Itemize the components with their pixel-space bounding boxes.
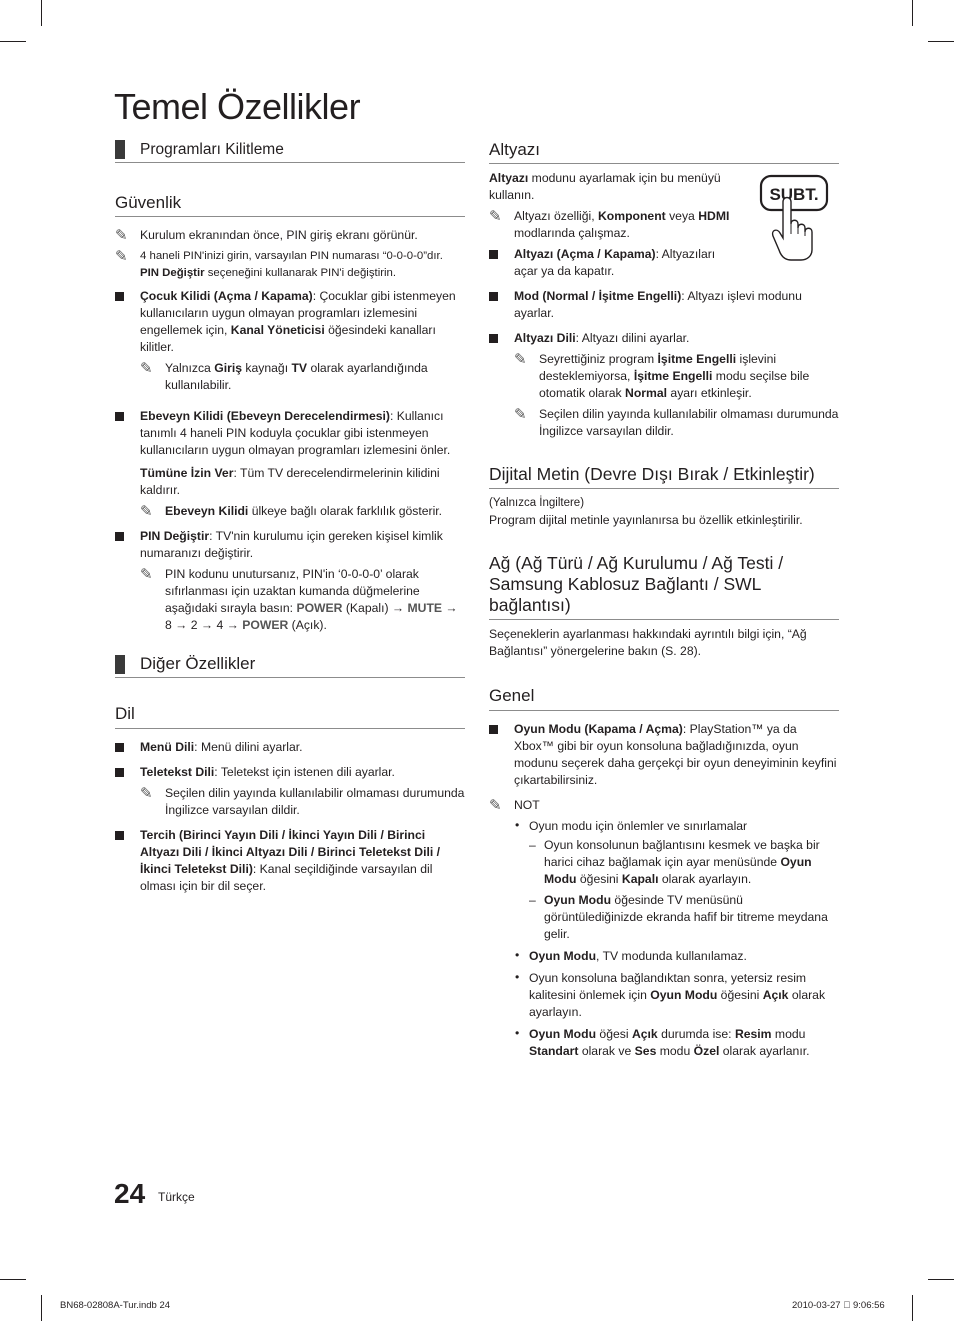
note-text: olarak ayarlandığında kullanılabilir.: [165, 361, 428, 393]
pencil-note-icon: ✎: [140, 503, 153, 521]
note-bold: İşitme Engelli: [633, 369, 713, 384]
item-term: Tercih (Birinci Yayın Dili / İkinci Yayın Dili / Birinci Altyazı Dili / İkinci Altyazı Dili / Birinci Teletekst Dili / İkinci Teletekst Dili): [140, 827, 441, 876]
note-text: 4 haneli PIN'inizi girin, varsayılan PIN numarası “0-0-0-0”dır.: [140, 250, 443, 263]
paragraph: Seçeneklerin ayarlanması hakkındaki ayrıntılı bilgi için, “Ağ Bağlantısı” yönergelerine bakın (S. 28).: [489, 627, 807, 659]
item-text: : Altyazı dilini ayarlar.: [575, 331, 690, 346]
square-bullet-icon: [115, 768, 124, 777]
square-bullet-icon: [489, 250, 498, 259]
note-text: (Kapalı) →: [342, 601, 408, 616]
note: [489, 208, 739, 242]
item-term: PIN Değiştir: [140, 529, 210, 544]
subheading-ag: Ağ (Ağ Türü / Ağ Kurulumu / Ağ Testi / Samsung Kablosuz Bağlantı / SWL bağlantısı): [489, 553, 839, 620]
sub-note-wrap: [115, 503, 465, 520]
item-bold: Standart: [529, 1043, 579, 1058]
item-text: : Teletekst için istenen dili ayarlar.: [214, 764, 395, 779]
pencil-note-icon: ✎: [140, 360, 153, 378]
note: [514, 406, 839, 440]
item-bold: Oyun Modu: [650, 987, 718, 1002]
note-bold: Giriş: [214, 361, 243, 376]
dot-list: [489, 818, 839, 1060]
list-item: • Oyun modu için önlemler ve sınırlamalar: [515, 817, 748, 833]
page-title: Temel Özellikler: [114, 86, 361, 127]
item-text: : Menü dilini ayarlar.: [194, 739, 303, 754]
note-text: ayarı etkinleşir.: [667, 386, 752, 401]
note-bold: Normal: [625, 386, 668, 401]
item-bold: Oyun Modu: [544, 854, 812, 886]
item-term: Çocuk Kilidi (Açma / Kapama): [140, 289, 313, 304]
item-text: öğesini: [717, 987, 763, 1002]
note-text: NOT: [514, 797, 540, 812]
pencil-note-icon: ✎: [140, 566, 153, 584]
pencil-note-icon: ✎: [514, 406, 527, 424]
item-bold: Kapalı: [621, 871, 659, 886]
section-title: Programları Kilitleme: [140, 140, 284, 158]
note: [140, 785, 465, 819]
left-column: [115, 140, 465, 895]
item-term: Mod (Normal / İşitme Engelli): [514, 289, 682, 304]
list-item: • Oyun konsoluna bağlandıktan sonra, yetersiz resim kalitesini önlemek için Oyun Modu öğesini Açık olarak ayarlayın.: [515, 969, 826, 1019]
item-bold: Kanal Yöneticisi: [230, 323, 325, 338]
item-text: olarak ve: [578, 1043, 635, 1058]
note-text: modlarında çalışmaz.: [514, 226, 630, 241]
note-bold: Komponent: [598, 209, 666, 224]
note: [115, 227, 465, 244]
crop-mark: [912, 1295, 913, 1321]
note-text: işlevini desteklemiyorsa,: [539, 352, 777, 384]
section-marker: [115, 140, 125, 159]
item-term: Teletekst Dili: [140, 764, 215, 779]
note-text: Yalnızca: [165, 361, 215, 376]
item-text: : Altyazı işlevi modunu ayarlar.: [514, 289, 802, 321]
list-item: [115, 288, 465, 356]
crop-mark: [928, 41, 954, 42]
note: [140, 566, 465, 634]
subheading-dil: Dil: [115, 704, 465, 728]
note-text: Kurulum ekranından önce, PIN giriş ekranı görünür.: [140, 228, 418, 243]
item-text: olarak ayarlayın.: [658, 871, 752, 886]
item-bold: Oyun Modu: [529, 1026, 597, 1041]
note-text: (Açık).: [288, 618, 327, 633]
item-text: modu: [656, 1043, 694, 1058]
paragraph: [489, 170, 739, 204]
dash-list: [514, 837, 839, 943]
pencil-note-icon: ✎: [489, 796, 502, 814]
paragraph: Program dijital metinle yayınlanırsa bu özellik etkinleştirilir.: [489, 513, 803, 528]
note-text: → 8 → 2 → 4 →: [165, 601, 458, 633]
sub-note-wrap: [115, 785, 465, 819]
item-text: Oyun konsoluna bağlandıktan sonra, yetersiz resim kalitesini önlemek için: [529, 970, 807, 1002]
item-text: : Çocuklar gibi istenmeyen kullanıcıların uygun olmayan programları izlemesini engellemek için,: [140, 289, 456, 338]
note-text: Altyazı özelliği,: [514, 209, 598, 224]
sub-note-wrap: [115, 566, 465, 634]
item-term: Oyun Modu (Kapama / Açma): [514, 721, 683, 736]
note-text: Seçilen dilin yayında kullanılabilir olmaması durumunda İngilizce varsayılan dildir.: [539, 407, 839, 439]
subt-label: SUBT.: [769, 185, 819, 204]
hand-pointing-icon: [759, 172, 833, 262]
item-term: Tümüne İzin Ver: [140, 466, 234, 481]
crop-mark: [0, 1279, 26, 1280]
button-name: POWER: [296, 601, 343, 616]
item-term: Altyazı (Açma / Kapama): [514, 247, 656, 262]
item-term: Menü Dili: [140, 739, 195, 754]
footer-language: Türkçe: [158, 1190, 195, 1204]
list-item: • Oyun Modu, TV modunda kullanılamaz.: [515, 947, 747, 963]
subheading-dijital-metin: Dijital Metin (Devre Dışı Bırak / Etkinleştir): [489, 464, 839, 489]
item-text: : PlayStation™ ya da Xbox™ gibi bir oyun konsoluna bağladığınızda, oyun modunu seçerek daha gerçekçi bir oyun deneyiminin keyfini çıkartabilirsiniz.: [514, 721, 837, 787]
note: [140, 503, 465, 520]
pencil-note-icon: ✎: [115, 248, 128, 266]
item-bold: Resim: [734, 1026, 772, 1041]
button-name: POWER: [242, 618, 289, 633]
subheading-altyazi: Altyazı: [489, 140, 839, 164]
list-item: [489, 246, 739, 280]
list-item: [115, 827, 465, 895]
item-text: modu: [771, 1026, 806, 1041]
square-bullet-icon: [115, 412, 124, 421]
note-text: PIN kodunu unutursanız, PIN'in ‘0-0-0-0’ olarak sıfırlanması için uzaktan kumanda düğmelerine aşağıdaki sırayla basın:: [165, 567, 420, 616]
list-item: [489, 330, 839, 347]
item-bold: Oyun Modu: [529, 948, 597, 963]
note: [115, 248, 465, 282]
item-text: öğesi: [596, 1026, 632, 1041]
section-title: Diğer Özellikler: [140, 654, 256, 674]
square-bullet-icon: [115, 532, 124, 541]
pencil-note-icon: ✎: [115, 227, 128, 245]
page-number: 24: [114, 1178, 146, 1209]
item-term: Altyazı: [489, 171, 529, 186]
list-item: [115, 528, 465, 562]
note-bold: TV: [291, 361, 308, 376]
item-text: : Tüm TV derecelendirmelerinin kilidini kaldırır.: [140, 466, 440, 498]
item-text: Oyun modu için önlemler ve sınırlamalar: [529, 818, 748, 833]
note-bold: İşitme Engelli: [657, 352, 737, 367]
crop-mark: [41, 1295, 42, 1321]
square-bullet-icon: [115, 292, 124, 301]
item-text: olarak ayarlayın.: [529, 987, 826, 1019]
note: [514, 351, 839, 402]
list-item: – Oyun konsolunun bağlantısını kesmek ve başka bir harici cihaz bağlamak için ayar menüsünde Oyun Modu öğesini Kapalı olarak ayarlayın.: [529, 837, 820, 886]
item-text: : TV'nin kurulumu için gereken kişisel kimlik numaranızı değiştirir.: [140, 529, 443, 561]
item-bold: Özel: [693, 1043, 720, 1058]
item-bold: Ses: [634, 1043, 657, 1058]
crop-mark: [0, 41, 26, 42]
note-bold: HDMI: [698, 209, 730, 224]
subt-button-illustration: [759, 172, 833, 262]
crop-mark: [912, 0, 913, 26]
note-text: kaynağı: [242, 361, 292, 376]
subheading-guvenlik: Güvenlik: [115, 193, 465, 217]
item-text: modunu ayarlamak için bu menüyü kullanın.: [489, 171, 721, 203]
item-term: Altyazı Dili: [514, 331, 576, 346]
pencil-note-icon: ✎: [514, 351, 527, 369]
right-column: [489, 140, 839, 1060]
item-bold: Açık: [762, 987, 789, 1002]
square-bullet-icon: [115, 743, 124, 752]
square-bullet-icon: [489, 334, 498, 343]
item-text: : Kullanıcı tanımlı 4 haneli PIN koduyla çocuklar gibi istenmeyen kullanıcıların uygun olmayan programları izlemesini önler.: [140, 409, 451, 458]
list-item: – Oyun Modu öğesinde TV menüsünü görüntülediğinizde ekranda hafif bir titreme meydana gelir.: [529, 892, 828, 941]
note: [489, 797, 839, 814]
list-item: [115, 408, 465, 459]
note-bold: Ebeveyn Kilidi: [165, 504, 249, 519]
item-text: , TV modunda kullanılamaz.: [596, 948, 747, 963]
list-item: [115, 764, 465, 781]
item-text: : Altyazıları açar ya da kapatır.: [514, 247, 716, 279]
item-text: olarak ayarlanır.: [719, 1043, 810, 1058]
item-paragraph: [115, 465, 465, 499]
section-marker: [115, 655, 125, 674]
item-bold: Oyun Modu: [544, 892, 612, 907]
item-term: Ebeveyn Kilidi (Ebeveyn Derecelendirmesi): [140, 409, 390, 424]
section-heading: [115, 140, 465, 163]
note-text: seçeneğini kullanarak PIN'i değiştirin.: [204, 267, 397, 280]
pencil-note-icon: ✎: [140, 784, 153, 802]
crop-mark: [41, 0, 42, 26]
note-text: veya: [665, 209, 699, 224]
list-item: [489, 288, 839, 322]
note-text: ülkeye bağlı olarak farklılık gösterir.: [248, 504, 443, 519]
print-slug-right: 2010-03-27   9:06:56: [792, 1300, 885, 1311]
item-text: öğesinde TV menüsünü görüntülediğinizde ekranda hafif bir titreme meydana gelir.: [544, 892, 828, 941]
note-text: modu seçilse bile otomatik olarak: [539, 369, 810, 401]
square-bullet-icon: [489, 292, 498, 301]
list-item: [489, 721, 839, 789]
note: [140, 360, 465, 394]
list-item: [115, 739, 465, 756]
print-slug-left: BN68-02808A-Tur.indb 24: [60, 1300, 171, 1311]
item-text: Oyun konsolunun bağlantısını kesmek ve başka bir harici cihaz bağlamak için ayar menüsünde: [544, 837, 820, 869]
crop-mark: [928, 1279, 954, 1280]
square-bullet-icon: [489, 725, 498, 734]
subheading-genel: Genel: [489, 686, 839, 710]
section-heading: [115, 654, 465, 678]
note-bold: PIN Değiştir: [140, 267, 205, 280]
sub-note-wrap: [489, 351, 839, 440]
list-item: • Oyun Modu öğesi Açık durumda ise: Resim modu Standart olarak ve Ses modu Özel olarak ayarlanır.: [515, 1025, 810, 1058]
item-bold: Açık: [631, 1026, 658, 1041]
square-bullet-icon: [115, 831, 124, 840]
item-text: öğesini: [576, 871, 622, 886]
note-text: Seyrettiğiniz program: [539, 352, 658, 367]
note-text: Seçilen dilin yayında kullanılabilir olmaması durumunda İngilizce varsayılan dildir.: [165, 785, 465, 817]
item-text: öğesindeki kanalları kilitler.: [140, 323, 436, 355]
paragraph: (Yalnızca İngiltere): [489, 497, 585, 510]
item-text: durumda ise:: [657, 1026, 735, 1041]
pencil-note-icon: ✎: [489, 208, 502, 226]
button-name: MUTE: [407, 601, 443, 616]
item-text: : Kanal seçildiğinde varsayılan dil olması için bir dil seçer.: [140, 861, 433, 893]
sub-note-wrap: [115, 360, 465, 394]
